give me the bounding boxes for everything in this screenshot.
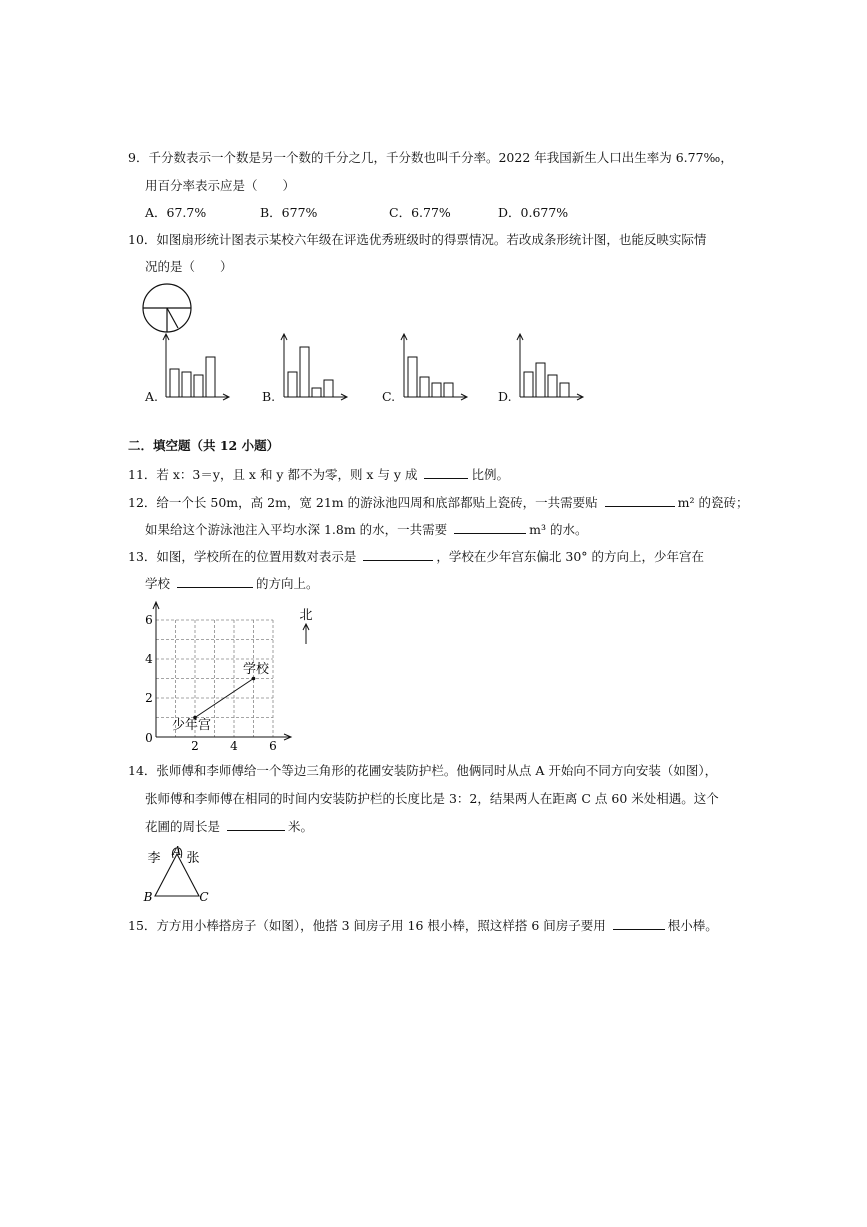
q10-option-b-label[interactable]: B. bbox=[262, 389, 276, 404]
vertex-a-label: A bbox=[172, 844, 182, 858]
zhang-label: 张 bbox=[186, 851, 200, 866]
q12-answer-blank-2[interactable] bbox=[454, 521, 526, 534]
q15-suffix: 根小棒。 bbox=[667, 918, 718, 933]
vertex-c-label: C bbox=[199, 890, 209, 904]
option-b-bar-figure bbox=[278, 333, 358, 403]
q10-line1: 10．如图扇形统计图表示某校六年级在评选优秀班级时的得票情况。若改成条形统计图，也能反映实际情 bbox=[128, 232, 707, 247]
q9-line2: 用百分率表示应是（ ） bbox=[145, 178, 296, 193]
option-b-bar-4 bbox=[324, 380, 333, 397]
pie-chart-figure bbox=[142, 283, 194, 335]
q9-option-a[interactable]: A．67.7% bbox=[145, 205, 207, 220]
q13-line1-suffix: ，学校在少年宫东偏北 30° 的方向上，少年宫在 bbox=[436, 549, 704, 564]
q9-option-d[interactable]: D．0.677% bbox=[498, 205, 569, 220]
x-tick-6: 6 bbox=[269, 739, 277, 753]
y-tick-2: 2 bbox=[145, 691, 153, 705]
q13-line1-prefix: 13．如图，学校所在的位置用数对表示是 bbox=[128, 549, 361, 564]
q10-option-d-label[interactable]: D. bbox=[498, 389, 512, 404]
option-d-bar-3 bbox=[548, 375, 557, 397]
q11-prefix: 11．若 x：3＝y，且 x 和 y 都不为零，则 x 与 y 成 bbox=[128, 467, 422, 482]
option-a-bar-2 bbox=[182, 372, 191, 397]
q11-answer-blank[interactable] bbox=[424, 466, 468, 479]
q13-answer-blank-1[interactable] bbox=[363, 548, 433, 561]
q13-line1 bbox=[128, 548, 704, 565]
y-tick-4: 4 bbox=[145, 652, 153, 666]
q13-answer-blank-2[interactable] bbox=[177, 575, 253, 588]
x-tick-4: 4 bbox=[230, 739, 238, 753]
option-b-bar-3 bbox=[312, 388, 321, 397]
x-tick-2: 2 bbox=[191, 739, 199, 753]
option-d-bar-1 bbox=[524, 372, 533, 397]
q13-line2 bbox=[145, 575, 319, 592]
north-label: 北 bbox=[299, 608, 313, 623]
option-a-bar-3 bbox=[194, 375, 203, 397]
q12-line1-suffix: m² 的瓷砖； bbox=[677, 495, 749, 510]
option-d-bar-2 bbox=[536, 363, 545, 397]
q12-line2 bbox=[145, 521, 588, 538]
q14-triangle-figure bbox=[140, 842, 230, 907]
school-label: 学校 bbox=[243, 662, 270, 677]
option-c-bar-4 bbox=[444, 383, 453, 397]
q12-line1 bbox=[128, 494, 748, 511]
q14-answer-blank[interactable] bbox=[227, 818, 285, 831]
q9-option-b[interactable]: B．677% bbox=[260, 205, 318, 220]
q12-answer-blank-1[interactable] bbox=[605, 494, 675, 507]
q9-line1: 9．千分数表示一个数是另一个数的千分之几，千分数也叫千分率。2022 年我国新生人口出生率为 6.77‰， bbox=[128, 150, 733, 165]
q13-line2-suffix: 的方向上。 bbox=[255, 576, 319, 591]
option-b-bar-1 bbox=[288, 372, 297, 397]
q14-line2: 张师傅和李师傅在相同的时间内安装防护栏的长度比是 3：2，结果两人在距离 C 点 60 米处相遇。这个 bbox=[145, 791, 719, 806]
palace-label: 少年宫 bbox=[172, 718, 212, 733]
q13-grid-figure bbox=[140, 600, 340, 760]
option-a-bar-1 bbox=[170, 369, 179, 397]
q14-line1: 14．张师傅和李师傅给一个等边三角形的花圃安装防护栏。他俩同时从点 A 开始向不同方向安装（如图）， bbox=[128, 763, 718, 778]
section-title-fill-in: 二．填空题（共 12 小题） bbox=[128, 438, 280, 453]
option-d-bar-figure bbox=[514, 333, 594, 403]
option-c-bar-figure bbox=[398, 333, 478, 403]
vertex-b-label: B bbox=[143, 890, 153, 904]
school-point bbox=[252, 677, 256, 681]
origin-label: 0 bbox=[145, 731, 153, 745]
q13-line2-prefix: 学校 bbox=[145, 576, 174, 591]
q11-suffix: 比例。 bbox=[471, 467, 509, 482]
li-label: 李 bbox=[147, 851, 161, 866]
q10-line2: 况的是（ ） bbox=[145, 259, 233, 274]
option-d-bar-4 bbox=[560, 383, 569, 397]
pie-divider-diagonal bbox=[167, 308, 178, 328]
q15-prefix: 15．方方用小棒搭房子（如图），他搭 3 间房子用 16 根小棒，照这样搭 6 间房子要用 bbox=[128, 918, 610, 933]
q12-line1-prefix: 12．给一个长 50m，高 2m，宽 21m 的游泳池四周和底部都贴上瓷砖，一共需要贴 bbox=[128, 495, 602, 510]
q11-text bbox=[128, 466, 509, 483]
y-tick-6: 6 bbox=[145, 613, 153, 627]
q14-line3-prefix: 花圃的周长是 bbox=[145, 819, 224, 834]
q12-line2-suffix: m³ 的水。 bbox=[529, 522, 588, 537]
option-c-bar-2 bbox=[420, 377, 429, 397]
option-b-bar-2 bbox=[300, 347, 309, 397]
option-c-bar-3 bbox=[432, 383, 441, 397]
option-a-bar-4 bbox=[206, 357, 215, 397]
option-c-bar-1 bbox=[408, 357, 417, 397]
q15-answer-blank[interactable] bbox=[613, 917, 665, 930]
q9-option-c[interactable]: C．6.77% bbox=[389, 205, 451, 220]
q15-text bbox=[128, 917, 718, 934]
q14-line3 bbox=[145, 818, 313, 835]
q10-option-c-label[interactable]: C. bbox=[382, 389, 396, 404]
q12-line2-prefix: 如果给这个游泳池注入平均水深 1.8m 的水，一共需要 bbox=[145, 522, 452, 537]
option-a-bar-figure bbox=[160, 333, 240, 403]
q14-line3-suffix: 米。 bbox=[287, 819, 313, 834]
q10-option-a-label[interactable]: A. bbox=[145, 389, 159, 404]
